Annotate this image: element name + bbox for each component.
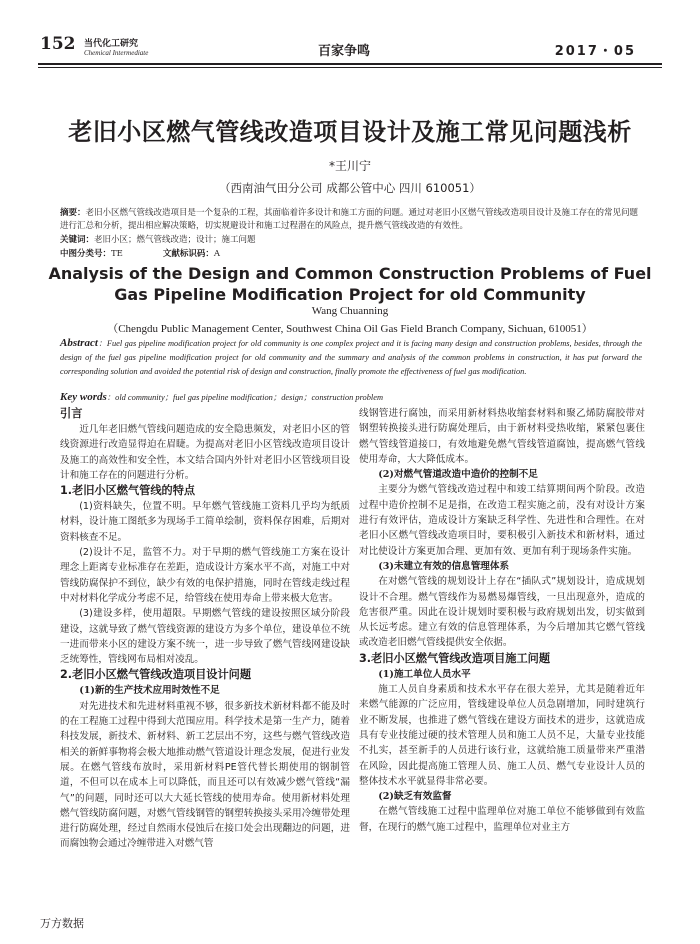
classification bbox=[60, 248, 642, 261]
section-2-sub-1: (1)新的生产技术应用时效性不足 bbox=[79, 685, 220, 697]
section-2-heading: 2.老旧小区燃气管线改造项目设计问题 bbox=[60, 668, 252, 682]
intro-paragraph: 近几年老旧燃气管线问题造成的安全隐患频发，对老旧小区的管线资源进行改造显得迫在眉睫。为提高对老旧小区管线改造项目设计及施工的高效性和安全性，本文结合国内外针对老旧小区管线项目设计和施工存在的问题进行分析。 bbox=[60, 424, 350, 481]
issue-number: 2017・05 bbox=[554, 44, 636, 59]
abstract-cn-label: 摘要： bbox=[60, 208, 86, 218]
section-3-paragraph-2: 在燃气管线施工过程中监理单位对施工单位不能够做到有效监督，在现行的燃气施工过程中，监理单位对业主方 bbox=[359, 806, 645, 833]
section-1-paragraph-1: (1)资料缺失，位置不明。早年燃气管线施工资料几乎均为纸质材料，设计施工图纸多为现场手工简单绘制，资料保存困难，后期对资料核查不足。 bbox=[60, 501, 350, 543]
section-1-heading: 1.老旧小区燃气管线的特点 bbox=[60, 484, 196, 498]
footer-watermark: 万方数据 bbox=[40, 917, 84, 930]
keywords-cn-label: 关键词： bbox=[60, 235, 95, 245]
clc-value: TE bbox=[111, 249, 123, 259]
header-rule-thin bbox=[38, 67, 662, 68]
affiliation-en: （Chengdu Public Management Center, Southwest China Oil Gas Field Branch Company, Sichuan, 610051） bbox=[107, 323, 593, 335]
section-3-sub-2: (2)缺乏有效监督 bbox=[378, 791, 452, 803]
article-title-en: Analysis of the Design and Common Construction Problems of Fuel Gas Pipeline Modification Project for old Community bbox=[48, 264, 652, 304]
section-2-paragraph-1: 对先进技术和先进材料重视不够，很多新技术新材料都不能及时的在工程施工过程中得到大范围应用。科学技术是第一生产力，随着科技发展，新技术、新材料、新工艺层出不穷，这些与燃气管线改造相关的新鲜事物将会极大地推动燃气管道设计理念发展，促进行业发展。在燃气管线布放时，采用新材料PE管代替长期使用的钢制管道，不但可以在成本上可以降低，而且还可以有效减少燃气管线“漏气”的问题，同时还可以大大延长管线的使用寿命。使用新材料处理燃气管线防腐问题，对燃气管线钢管的钢塑转换接头采用冷缠带处理进行防腐处理，经过自然雨水侵蚀后在接口处会出现翻边的问题，进而腐蚀物会通过冷缠带进入对燃气管 bbox=[60, 700, 350, 850]
article-title-cn: 老旧小区燃气管线改造项目设计及施工常见问题浅析 bbox=[68, 118, 632, 146]
keywords-en-text: old community；fuel gas pipeline modification；design；construction problem bbox=[115, 393, 384, 402]
journal-title-en: Chemical Intermediate bbox=[84, 49, 149, 57]
section-2-paragraph-3: 在对燃气管线的规划设计上存在“插队式”规划设计，造成规划设计不合理。燃气管线作为易燃易爆管线，一旦出现意外，造成的危害很严重。因此在设计规划时要积极与政府规划出发，切实做到从长远考虑。建立有效的信息管理体系，为今后增加其它燃气管线或改造老旧燃气管线提供安全依据。 bbox=[359, 576, 645, 649]
section-name: 百家争鸣 bbox=[318, 44, 371, 59]
keywords-en-label: Key words bbox=[60, 391, 107, 403]
section-2-paragraph-1-cont: 线钢管进行腐蚀，而采用新材料热收缩套材料和聚乙烯防腐胶带对钢塑转换接头进行防腐处理后，由于新材料受热收缩，紧紧包裹住燃气管线管道接口，有效地避免燃气管线管道腐蚀，提高燃气管线使用寿命，大大降低成本。 bbox=[359, 408, 645, 465]
affiliation-cn: （西南油气田分公司 成都公管中心 四川 610051） bbox=[219, 181, 481, 195]
abstract-en-text: Fuel gas pipeline modification project for old community is one complex project and it is facing many design and construction problems, besides, through the design of the fuel gas pipeline modification project for old community and the summary and analysis of the common problems in construction, it has put forward the corresponding solution and avoided the potential risk of design and construction, finally promote the effectiveness of fuel gas modification. bbox=[60, 339, 643, 376]
keywords-en: Key words：old community；fuel gas pipeline modification；design；construction problem bbox=[60, 391, 384, 403]
section-2-sub-2: (2)对燃气管道改造中造价的控制不足 bbox=[378, 469, 538, 481]
clc-label: 中图分类号： bbox=[60, 249, 112, 259]
abstract-cn bbox=[60, 207, 642, 233]
section-3-sub-1: (1)施工单位人员水平 bbox=[378, 668, 471, 680]
doc-code-value: A bbox=[213, 249, 221, 259]
abstract-cn-text: 老旧小区燃气管线改造项目是一个复杂的工程，其面临着许多设计和施工方面的问题。通过对老旧小区燃气管线改造项目设计及施工存在的常见问题进行汇总和分析，提出相应解决策略，切实规避设计和施工过程潜在的风险点，提升燃气管线改造的有效性。 bbox=[60, 208, 639, 231]
section-2-paragraph-2: 主要分为燃气管线改造过程中和竣工结算期间两个阶段。改造过程中造价控制不足是指，在改造工程实施之前，没有对设计方案进行有效评估，造成设计方案缺乏科学性、先进性和合理性。在对老旧小区燃气管线改造项目时，要积极引入新技术和新材料，通过对比使设计方案更加合理、更加有效、更加有利于现场条件实施。 bbox=[359, 484, 645, 557]
author-en: Wang Chuanning bbox=[311, 305, 389, 317]
section-1-paragraph-2: (2)设计不足，监管不力。对于早期的燃气管线施工方案在设计理念上距离专业标准存在差距，造成设计方案水平不高，对施工中对管线防腐保护不到位，缺少有效的电保护措施，同时在管线走线过程中对材料化学成分考虑不足，给管线在使用寿命上带来极大危害。 bbox=[60, 547, 350, 604]
body-column-right bbox=[359, 406, 645, 911]
section-3-heading: 3.老旧小区燃气管线改造项目施工问题 bbox=[359, 651, 551, 665]
intro-heading: 引言 bbox=[60, 407, 83, 420]
section-2-sub-3: (3)未建立有效的信息管理体系 bbox=[378, 560, 510, 572]
page-number: 152 bbox=[40, 34, 76, 54]
keywords-cn-text: 老旧小区；燃气管线改造；设计；施工问题 bbox=[94, 235, 256, 245]
journal-title-cn: 当代化工研究 bbox=[84, 39, 139, 49]
header-rule bbox=[38, 63, 662, 65]
keywords-cn bbox=[60, 234, 642, 247]
section-3-paragraph-1: 施工人员自身素质和技术水平存在很大差异，尤其是随着近年来燃气能源的广泛应用，管线建设单位人员急剧增加，同时建筑行业不断发展，也推进了燃气管线在建设方面技术的进步，这就造成具有专业技能过硬的技术管理人员和施工人员不足，大量专业技能不扎实，甚至新手的人员进行该行业，这就给施工质量带来严重潜在风险，因此提高施工管理人员、施工人员、燃气专业设计人员的整体技术水平就显得非常必要。 bbox=[359, 684, 645, 787]
abstract-en-label: Abstract bbox=[60, 337, 98, 349]
abstract-en: Abstract：Fuel gas pipeline modification project for old community is one complex project and it is facing many design and construction problems, besides, through the design of the fuel gas pipeline modification project for old community and the summary and analysis of the common problems in construction, it has put forward the corresponding solution and avoided the potential risk of design and construction, finally promote the effectiveness of fuel gas modification. bbox=[60, 337, 643, 376]
body-column-left bbox=[60, 406, 350, 911]
doc-code-label: 文献标识码： bbox=[162, 249, 214, 259]
author-cn: *王川宁 bbox=[328, 159, 371, 173]
section-1-paragraph-3: (3)建设多样，使用超限。早期燃气管线的建设按照区域分阶段建设，这就导致了燃气管线资源的建设方为多个单位，建设单位不统一进而带来小区的建设方案不统一，进一步导致了燃气管线网建设缺乏统筹性，管线网布局相对凌乱。 bbox=[60, 608, 350, 666]
